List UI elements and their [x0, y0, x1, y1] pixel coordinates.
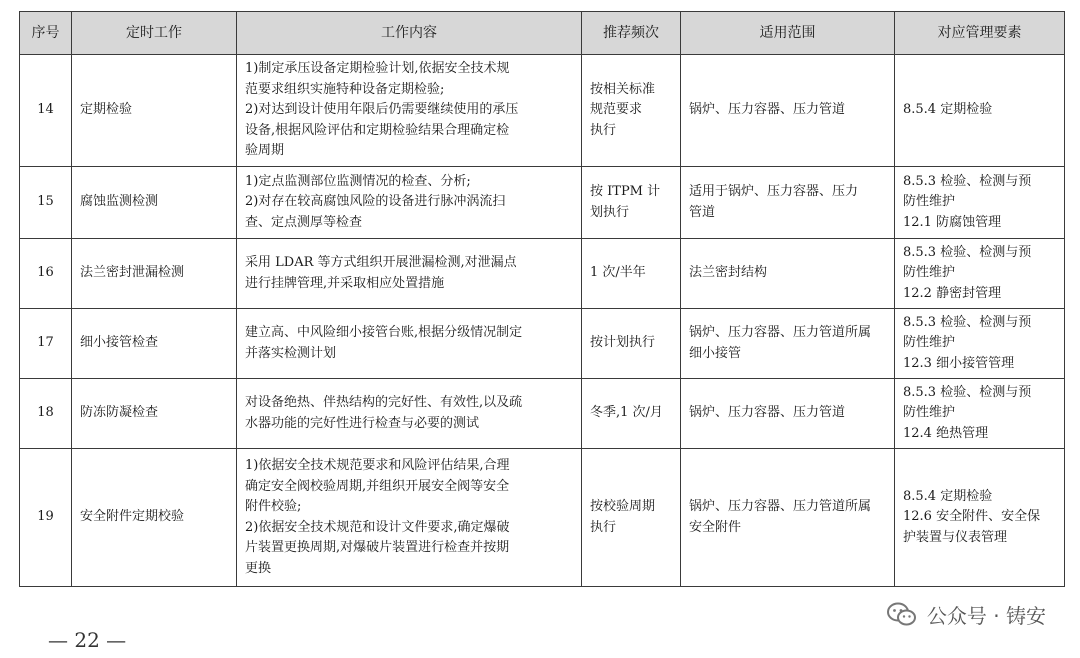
watermark: [887, 600, 1046, 629]
cell-content-line: 确定安全阀校验周期,并组织开展安全阀等安全: [245, 478, 510, 494]
cell-scope: [681, 167, 895, 239]
cell-scope: [681, 379, 895, 449]
cell-no: 18: [20, 379, 72, 449]
cell-no: 17: [20, 309, 72, 379]
cell-content-line: 建立高、中风险细小接管台账,根据分级情况制定: [245, 325, 523, 340]
cell-elements-line: 12.6 安全附件、安全保: [903, 509, 1041, 525]
cell-content-line: 范要求组织实施特种设备定期检验;: [245, 81, 445, 97]
cell-no: 15: [20, 167, 72, 239]
cell-elements-line: 防性维护: [903, 265, 956, 281]
cell-elements: [895, 239, 1065, 309]
cell-content-line: 1)制定承压设备定期检验计划,依据安全技术规: [245, 61, 510, 77]
cell-content-line: 水器功能的完好性进行检查与必要的测试: [245, 415, 480, 431]
table-header-row: [20, 12, 1065, 55]
cell-frequency: [582, 55, 681, 167]
cell-frequency-line: 执行: [590, 519, 617, 535]
cell-elements-line: 防性维护: [903, 335, 956, 351]
cell-content-line: 1)依据安全技术规范要求和风险评估结果,合理: [245, 458, 510, 473]
table-row: [20, 239, 1065, 309]
cell-content-line: 2)对存在较高腐蚀风险的设备进行脉冲涡流扫: [245, 194, 506, 210]
cell-scope-line: 锅炉、压力容器、压力管道: [689, 102, 846, 118]
header-task: 定时工作: [72, 12, 237, 55]
cell-scope-line: 细小接管: [689, 345, 742, 361]
cell-frequency: [582, 239, 681, 309]
cell-frequency-line: 冬季,1 次/月: [590, 405, 663, 421]
cell-content: [237, 239, 582, 309]
cell-elements-line: 12.1 防腐蚀管理: [903, 214, 1002, 230]
cell-content: [237, 55, 582, 167]
cell-elements-line: 8.5.3 检验、检测与预: [903, 244, 1032, 260]
header-content: 工作内容: [237, 12, 582, 55]
header-elements: 对应管理要素: [895, 12, 1065, 55]
table-row: [20, 55, 1065, 167]
cell-elements-line: 12.4 绝热管理: [903, 425, 989, 441]
cell-frequency-line: 划执行: [590, 204, 630, 220]
cell-scope: [681, 239, 895, 309]
cell-content-line: 1)定点监测部位监测情况的检查、分析;: [245, 173, 471, 189]
cell-elements: [895, 379, 1065, 449]
cell-task: 安全附件定期校验: [72, 449, 237, 587]
cell-elements: [895, 167, 1065, 239]
header-scope: 适用范围: [681, 12, 895, 55]
cell-elements-line: 8.5.3 检验、检测与预: [903, 173, 1032, 189]
cell-frequency: [582, 309, 681, 379]
cell-elements-line: 护装置与仪表管理: [903, 529, 1008, 545]
cell-elements-line: 8.5.3 检验、检测与预: [903, 314, 1032, 330]
cell-scope-line: 安全附件: [689, 519, 742, 535]
cell-frequency: [582, 379, 681, 449]
header-frequency: 推荐频次: [582, 12, 681, 55]
cell-scope-line: 锅炉、压力容器、压力管道所属: [689, 499, 872, 514]
cell-elements-line: 8.5.3 检验、检测与预: [903, 384, 1032, 400]
cell-scope: [681, 309, 895, 379]
cell-scope-line: 管道: [689, 204, 716, 220]
header-no: 序号: [20, 12, 72, 55]
cell-content-line: 2)对达到设计使用年限后仍需要继续使用的承压: [245, 102, 519, 118]
maintenance-schedule-table: [19, 11, 1065, 587]
cell-elements-line: 防性维护: [903, 405, 956, 421]
table-row: [20, 167, 1065, 239]
cell-task: 定期检验: [72, 55, 237, 167]
cell-elements-line: 8.5.4 定期检验: [903, 102, 993, 118]
cell-frequency: [582, 449, 681, 587]
table-row: [20, 449, 1065, 587]
cell-task: 法兰密封泄漏检测: [72, 239, 237, 309]
cell-scope-line: 法兰密封结构: [689, 265, 768, 281]
cell-elements-line: 12.3 细小接管管理: [903, 355, 1015, 371]
cell-content-line: 验周期: [245, 143, 285, 159]
cell-content: [237, 309, 582, 379]
cell-no: 16: [20, 239, 72, 309]
cell-content: [237, 379, 582, 449]
cell-no: 19: [20, 449, 72, 587]
cell-frequency-line: 按校验周期: [590, 499, 656, 514]
cell-task: 细小接管检查: [72, 309, 237, 379]
cell-elements: [895, 55, 1065, 167]
cell-scope: [681, 449, 895, 587]
cell-frequency: [582, 167, 681, 239]
wechat-icon: [887, 602, 917, 628]
cell-content-line: 采用 LDAR 等方式组织开展泄漏检测,对泄漏点: [245, 255, 517, 270]
cell-content-line: 进行挂牌管理,并采取相应处置措施: [245, 275, 445, 291]
cell-frequency-line: 按 ITPM 计: [590, 184, 661, 199]
cell-elements: [895, 449, 1065, 587]
cell-content-line: 更换: [245, 560, 272, 576]
cell-content-line: 设备,根据风险评估和定期检验结果合理确定检: [245, 122, 510, 138]
cell-elements-line: 8.5.4 定期检验: [903, 488, 993, 504]
cell-frequency-line: 执行: [590, 122, 617, 138]
cell-scope-line: 锅炉、压力容器、压力管道所属: [689, 325, 872, 340]
cell-frequency-line: 规范要求: [590, 102, 643, 118]
cell-content-line: 2)依据安全技术规范和设计文件要求,确定爆破: [245, 519, 510, 535]
cell-content: [237, 167, 582, 239]
cell-content-line: 片装置更换周期,对爆破片装置进行检查并按期: [245, 540, 510, 555]
cell-content-line: 查、定点测厚等检查: [245, 214, 363, 230]
cell-content: [237, 449, 582, 587]
cell-no: 14: [20, 55, 72, 167]
cell-frequency-line: 按相关标准: [590, 81, 656, 97]
table-body: [20, 55, 1065, 587]
cell-content-line: 附件校验;: [245, 499, 302, 514]
watermark-text: 公众号 · 铸安: [926, 604, 1046, 628]
cell-elements: [895, 309, 1065, 379]
cell-elements-line: 防性维护: [903, 194, 956, 210]
table-row: [20, 379, 1065, 449]
table-row: [20, 309, 1065, 379]
cell-scope-line: 锅炉、压力容器、压力管道: [689, 405, 846, 421]
cell-content-line: 对设备绝热、伴热结构的完好性、有效性,以及疏: [245, 395, 523, 410]
cell-frequency-line: 1 次/半年: [590, 265, 646, 281]
cell-scope-line: 适用于锅炉、压力容器、压力: [689, 184, 859, 199]
page-number: — 22 —: [48, 628, 127, 652]
cell-scope: [681, 55, 895, 167]
cell-task: 防冻防凝检查: [72, 379, 237, 449]
cell-task: 腐蚀监测检测: [72, 167, 237, 239]
cell-content-line: 并落实检测计划: [245, 345, 337, 361]
cell-elements-line: 12.2 静密封管理: [903, 285, 1002, 301]
cell-frequency-line: 按计划执行: [590, 335, 656, 351]
